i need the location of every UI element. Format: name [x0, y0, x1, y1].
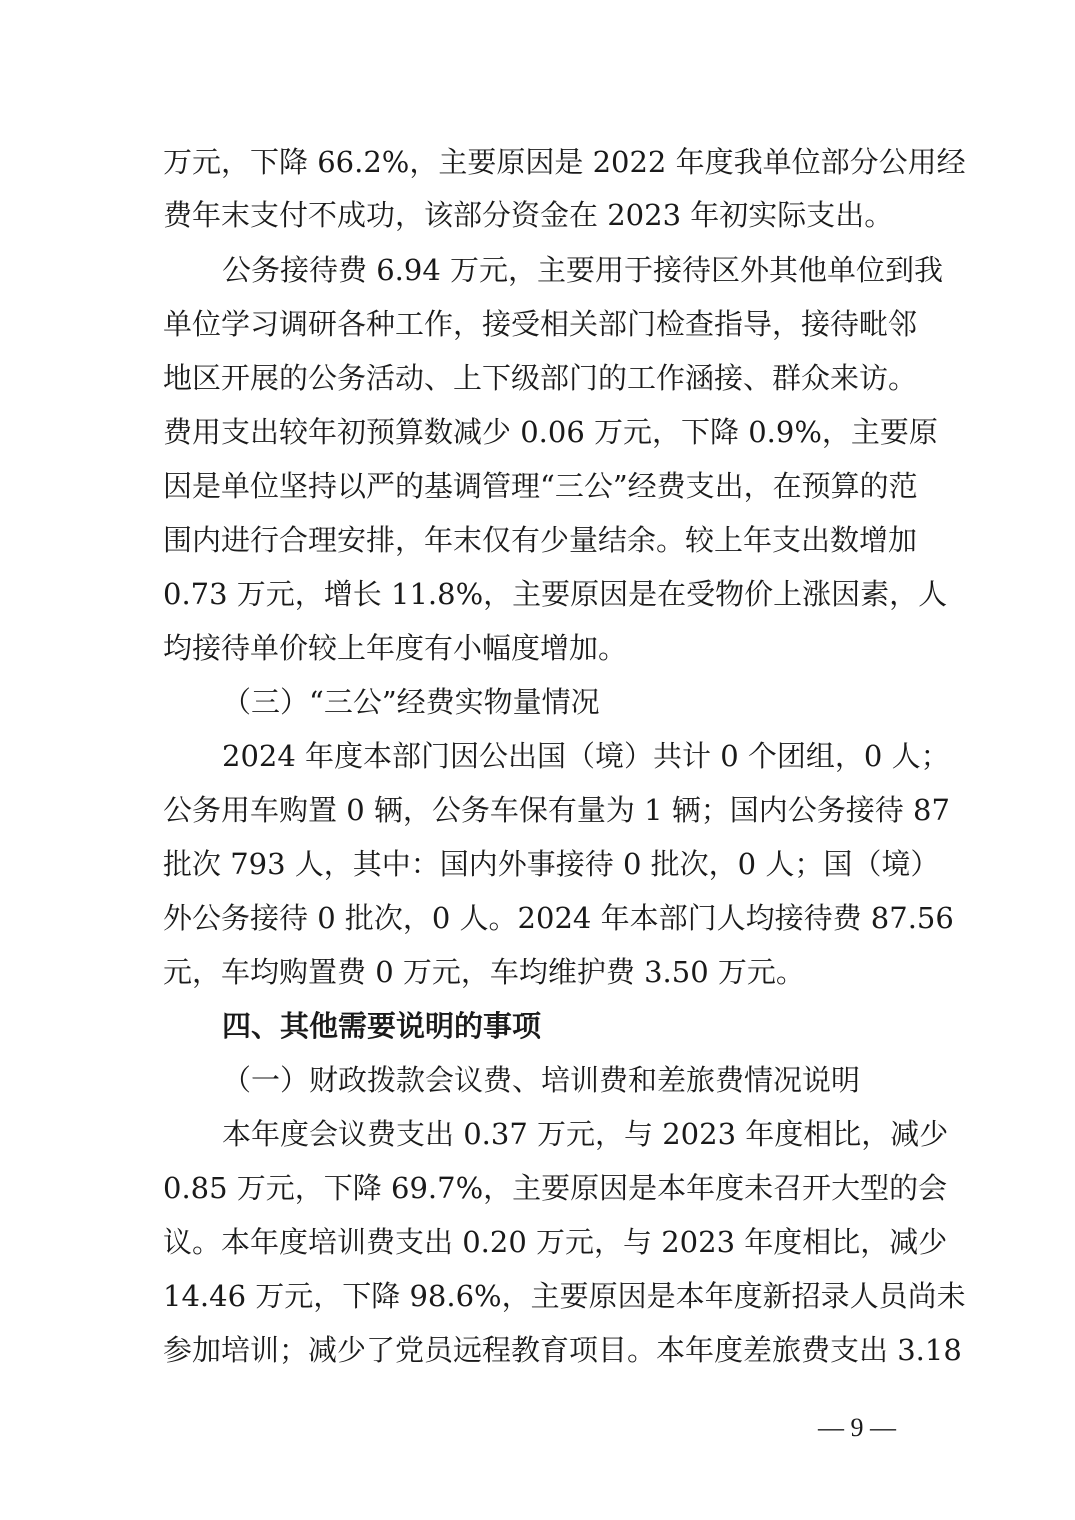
- section-heading-bold: 四、其他需要说明的事项: [222, 1009, 542, 1043]
- paragraph-line: 元，车均购置费 0 万元，车均维护费 3.50 万元。: [163, 955, 805, 989]
- paragraph-line: 围内进行合理安排，年末仅有少量结余。较上年支出数增加: [163, 523, 918, 557]
- paragraph-line: 2024 年度本部门因公出国（境）共计 0 个团组，0 人；: [222, 739, 950, 773]
- page-number: — 9 —: [818, 1413, 896, 1442]
- paragraph-line: 费年末支付不成功，该部分资金在 2023 年初实际支出。: [163, 198, 894, 232]
- paragraph-line: 批次 793 人，其中：国内外事接待 0 批次，0 人；国（境）: [163, 847, 940, 881]
- paragraph-line: 地区开展的公务活动、上下级部门的工作涵接、群众来访。: [163, 361, 918, 395]
- paragraph-line: 0.85 万元，下降 69.7%，主要原因是本年度未召开大型的会: [163, 1171, 948, 1205]
- paragraph-line: 费用支出较年初预算数减少 0.06 万元，下降 0.9%，主要原: [163, 415, 938, 449]
- paragraph-line: 单位学习调研各种工作，接受相关部门检查指导，接待毗邻: [163, 307, 918, 341]
- paragraph-line: 参加培训；减少了党员远程教育项目。本年度差旅费支出 3.18: [163, 1333, 962, 1367]
- paragraph-line: 因是单位坚持以严的基调管理“三公”经费支出，在预算的范: [163, 469, 918, 503]
- subsection-heading: （一）财政拨款会议费、培训费和差旅费情况说明: [222, 1063, 861, 1097]
- paragraph-line: 议。本年度培训费支出 0.20 万元，与 2023 年度相比，减少: [163, 1225, 948, 1259]
- paragraph-line: 公务用车购置 0 辆，公务车保有量为 1 辆；国内公务接待 87: [163, 793, 950, 827]
- paragraph-line: 外公务接待 0 批次，0 人。2024 年本部门人均接待费 87.56: [163, 901, 954, 935]
- paragraph-line: 14.46 万元，下降 98.6%，主要原因是本年度新招录人员尚未: [163, 1279, 966, 1313]
- paragraph-line: 本年度会议费支出 0.37 万元，与 2023 年度相比，减少: [222, 1117, 949, 1151]
- section-heading: （三）“三公”经费实物量情况: [222, 685, 600, 719]
- paragraph-line: 公务接待费 6.94 万元，主要用于接待区外其他单位到我: [222, 253, 944, 287]
- paragraph-line: 万元，下降 66.2%，主要原因是 2022 年度我单位部分公用经: [163, 145, 966, 179]
- paragraph-line: 均接待单价较上年度有小幅度增加。: [163, 631, 628, 665]
- paragraph-line: 0.73 万元，增长 11.8%，主要原因是在受物价上涨因素，人: [163, 577, 948, 611]
